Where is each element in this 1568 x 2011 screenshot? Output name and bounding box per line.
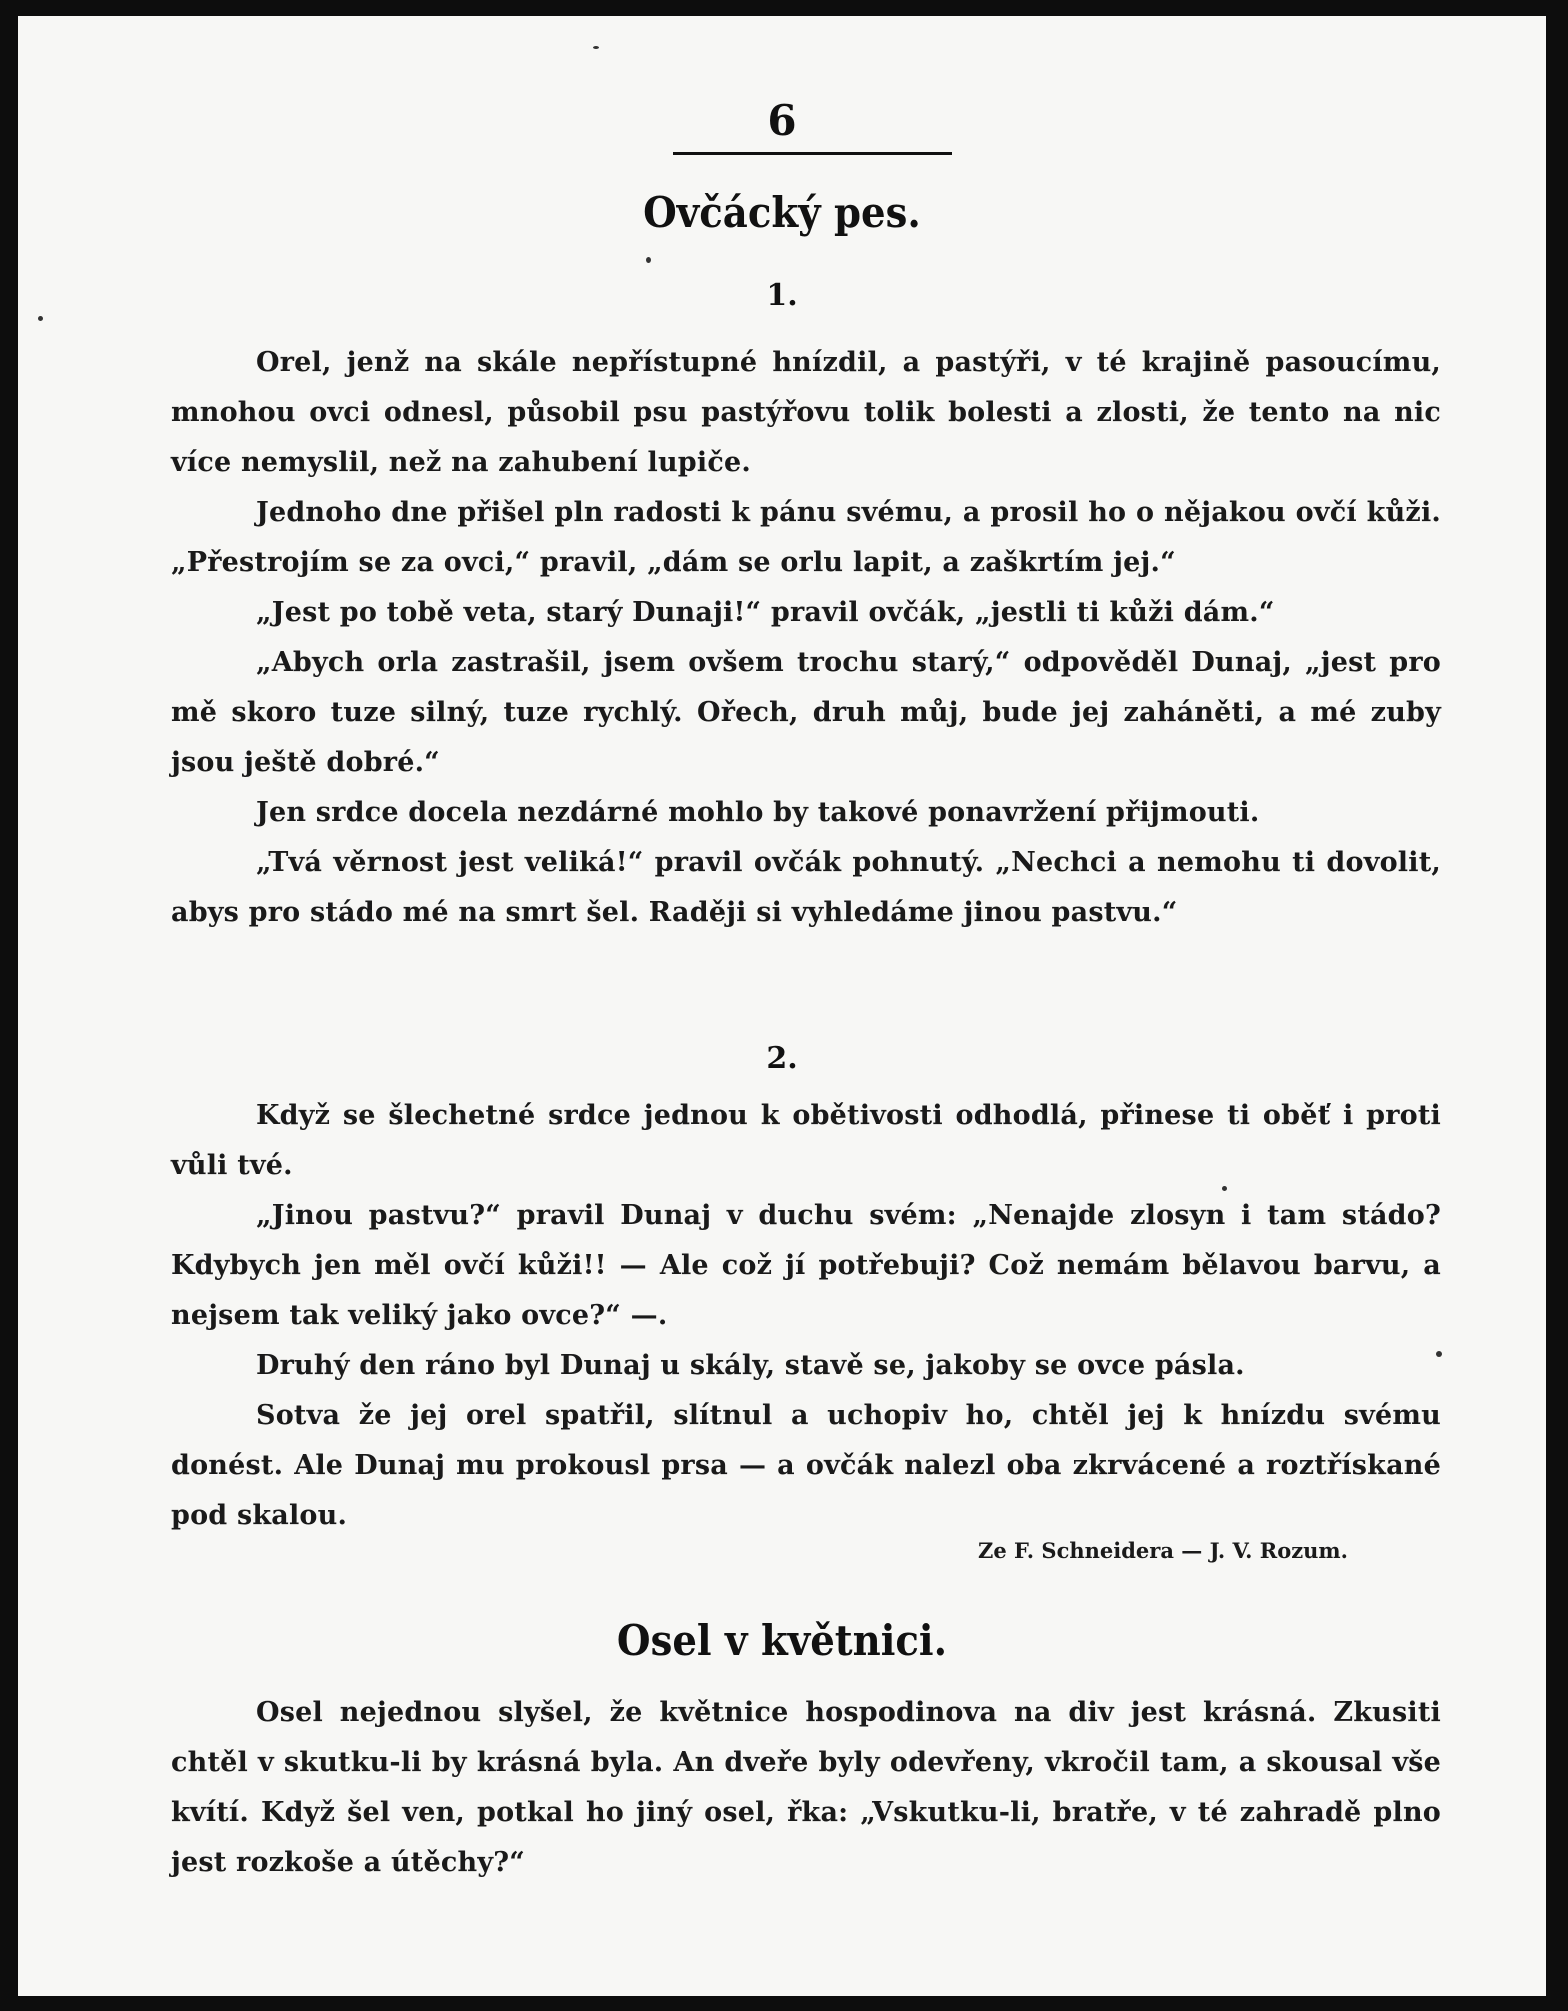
story1-section2-text <box>171 1091 1441 1541</box>
print-speck <box>1222 1186 1227 1191</box>
story1-attribution: Ze F. Schneidera — J. V. Rozum. <box>978 1538 1348 1563</box>
story1-title: Ovčácký pes. <box>643 188 921 237</box>
page-number: 6 <box>767 96 797 145</box>
paragraph: Orel, jenž na skále nepřístupné hnízdil, a pastýři, v té krajině pasoucímu, mnohou ovci odnesl, působil psu pastýřovu tolik bolesti a zlosti, že tento na nic více nemyslil, než na zahubení lupiče. <box>171 347 1441 478</box>
paragraph: Druhý den ráno byl Dunaj u skály, stavě se, jakoby se ovce pásla. <box>256 1350 1245 1381</box>
paragraph: „Jinou pastvu?“ pravil Dunaj v duchu svém: „Nenajde zlosyn i tam stádo? Kdybych jen měl ovčí kůži!! — Ale což jí potřebuji? Což nemám bělavou barvu, a nejsem tak veliký jako ovce?“ —. <box>171 1200 1441 1331</box>
book-page <box>18 16 1546 1996</box>
story2-text <box>171 1688 1441 1888</box>
print-speck <box>38 316 43 321</box>
header-rule <box>673 152 952 155</box>
paragraph: „Abych orla zastrašil, jsem ovšem trochu starý,“ odpověděl Dunaj, „jest pro mě skoro tuze silný, tuze rychlý. Ořech, druh můj, bude jej zaháněti, a mé zuby jsou ještě dobré.“ <box>171 647 1441 778</box>
story1-section1-text <box>171 338 1441 938</box>
print-speck <box>593 46 599 49</box>
print-speck <box>1436 1351 1442 1357</box>
paragraph: Jen srdce docela nezdárné mohlo by takové ponavržení přijmouti. <box>256 797 1260 828</box>
paragraph: Jednoho dne přišel pln radosti k pánu svému, a prosil ho o nějakou ovčí kůži. „Přestrojím se za ovci,“ pravil, „dám se orlu lapit, a zaškrtím jej.“ <box>171 497 1441 578</box>
story1-section2-number: 2. <box>766 1041 798 1076</box>
paragraph: „Jest po tobě veta, starý Dunaji!“ pravil ovčák, „jestli ti kůži dám.“ <box>256 597 1275 628</box>
story2-title: Osel v květnici. <box>616 1616 948 1665</box>
paragraph: „Tvá věrnost jest veliká!“ pravil ovčák pohnutý. „Nechci a nemohu ti dovolit, abys pro stádo mé na smrt šel. Raději si vyhledáme jinou pastvu.“ <box>171 847 1441 928</box>
paragraph: Osel nejednou slyšel, že květnice hospodinova na div jest krásná. Zkusiti chtěl v skutku-li by krásná byla. An dveře byly odevřeny, vkročil tam, a skousal vše kvítí. Když šel ven, potkal ho jiný osel, řka: „Vskutku-li, bratře, v té zahradě plno jest rozkoše a útěchy?“ <box>171 1697 1441 1878</box>
print-speck <box>646 257 651 263</box>
paragraph: Když se šlechetné srdce jednou k obětivosti odhodlá, přinese ti oběť i proti vůli tvé. <box>171 1100 1441 1181</box>
story1-section1-number: 1. <box>766 278 798 313</box>
paragraph: Sotva že jej orel spatřil, slítnul a uchopiv ho, chtěl jej k hnízdu svému donést. Ale Dunaj mu prokousl prsa — a ovčák nalezl oba zkrvácené a roztřískané pod skalou. <box>171 1400 1441 1531</box>
